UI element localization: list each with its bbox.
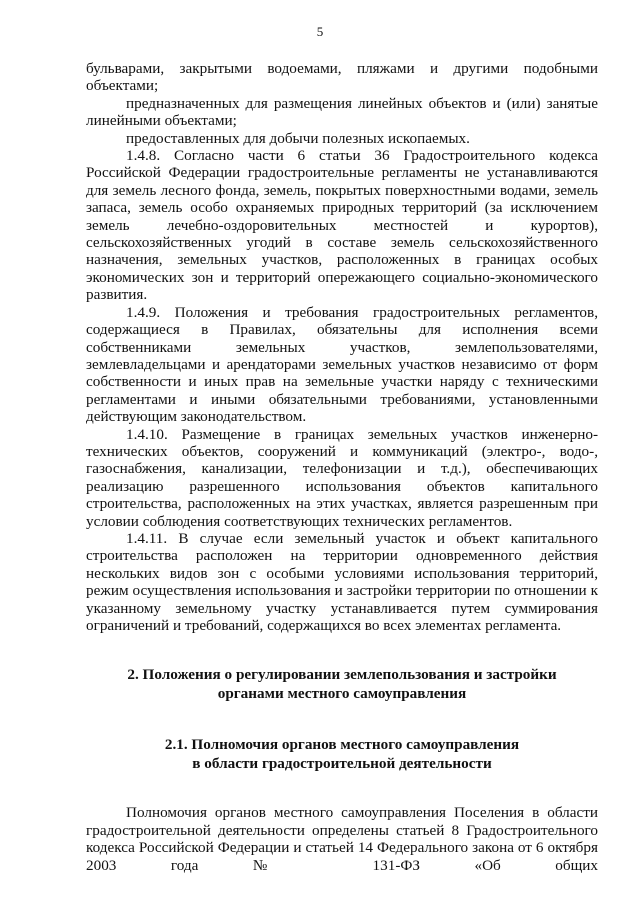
paragraph-1-4-9: 1.4.9. Положения и требования градостроительных регламентов, содержащиеся в Правилах, обязательны для исполнения всеми собственниками земельных участков, землепользователями, землевладельцами и арендаторами земельных участков независимо от форм собственности и иных прав на земельные участки наряду с техническими регламентами и иными обязательными требованиями, установленными действующим законодательством. [86,303,598,426]
section-heading-2-line-1: 2. Положения о регулировании землепользования и застройки [127,666,557,684]
document-body [86,60,598,874]
section-heading-2-1 [86,735,598,773]
paragraph-continuation-boulevards: бульварами, закрытыми водоемами, пляжами и другими подобными объектами; [86,60,598,95]
paragraph-local-government-powers: Полномочия органов местного самоуправления Поселения в области градостроительной деятельности определены статьей 8 Градостроительного кодекса Российской Федерации и статьей 14 Федерального закона от 6 октября 2003 года № 131-ФЗ «Об общих [86,804,598,874]
section-heading-2 [86,665,598,703]
paragraph-1-4-10: 1.4.10. Размещение в границах земельных участков инженерно-технических объектов, сооружений и коммуникаций (электро-, водо-, газоснабжения, канализации, телефонизации и т.д.), обеспечивающих реализацию разрешенного использования объектов капитального строительства, расположенных на этих участках, является разрешенным при условии соблюдения соответствующих технических регламентов. [86,425,598,530]
paragraph-1-4-8: 1.4.8. Согласно части 6 статьи 36 Градостроительного кодекса Российской Федерации градостроительные регламенты не устанавливаются для земель лесного фонда, земель, покрытых поверхностными водами, земель запаса, земель особо охраняемых природных территорий (за исключением земель лечебно-оздоровительных местностей и курортов), сельскохозяйственных угодий в составе земель сельскохозяйственного назначения, земельных участков, расположенных в границах особых экономических зон и территорий опережающего социально-экономического развития. [86,147,598,304]
paragraph-1-4-11: 1.4.11. В случае если земельный участок и объект капитального строительства расположен на территории одновременного действия нескольких видов зон с особыми условиями использования территорий, режим осуществления использования и застройки территории по отношении к указанному земельному участку устанавливается путем суммирования ограничений и требований, содержащихся во всех элементах регламента. [86,529,598,634]
page-number: 5 [316,24,324,39]
paragraph-linear-objects: предназначенных для размещения линейных объектов и (или) занятые линейными объектами; [86,94,598,130]
section-heading-2-line-2: органами местного самоуправления [217,685,467,703]
section-heading-2-1-line-1: 2.1. Полномочия органов местного самоуправления [164,736,520,754]
paragraph-mineral-extraction: предоставленных для добычи полезных ископаемых. [126,129,470,147]
section-heading-2-1-line-2: в области градостроительной деятельности [192,755,492,773]
